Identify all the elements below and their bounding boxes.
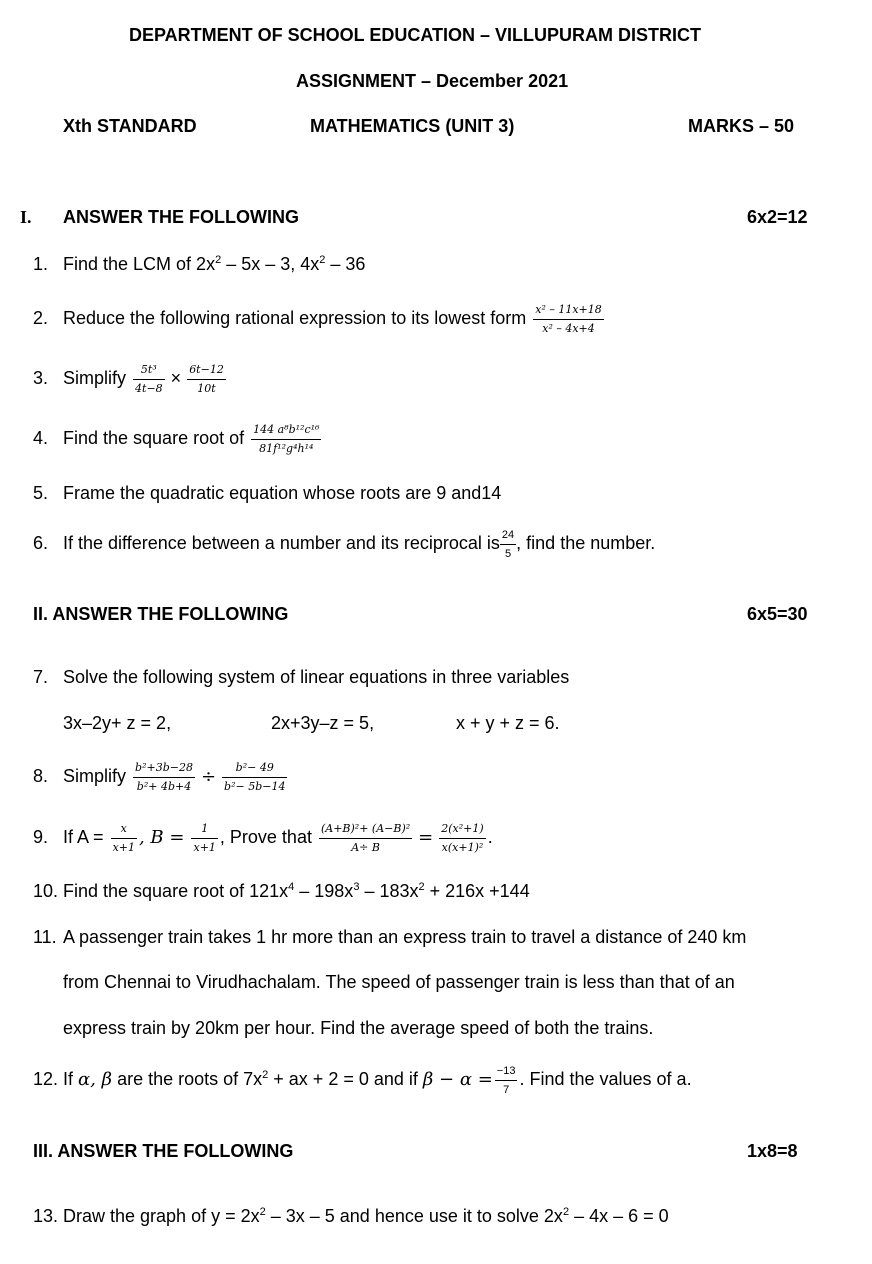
equation-1: 3x–2y+ z = 2, — [63, 713, 172, 733]
section-2-title: II. ANSWER THE FOLLOWING — [33, 604, 289, 624]
question-11-line-2: from Chennai to Virudhachalam. The speed of passenger train is less than that of an — [63, 972, 735, 992]
question-1: 1. Find the LCM of $2x^2 - 5x - 3$, $4x^2 - 36$ — [33, 254, 366, 274]
fraction: $\frac{1}{x+1}$ — [193, 821, 216, 854]
question-number: 7. — [33, 667, 49, 687]
question-number: 11. — [33, 927, 57, 947]
question-number: 10. — [33, 881, 59, 901]
question-number: 13. — [33, 1206, 59, 1226]
fraction: $\frac{\text{b²+3b−28}}{\text{b²+ 4b+4}}$ — [135, 760, 193, 793]
assignment-title: ASSIGNMENT – December 2021 — [296, 71, 569, 91]
subject-label: MATHEMATICS (UNIT 3) — [310, 116, 515, 136]
fraction: $\frac{6t-12}{10t}$ — [189, 362, 224, 395]
question-12: 12. If α, β are the roots of $7x^2$ + ax + 2 = 0 and if β − α = $\frac{-13}{7}$ . Find the values of a. — [33, 1057, 692, 1102]
question-2: 2. Reduce the following rational expression to its lowest form $\frac{\text{x² – 11x+18}}{\text{x² – 4x+4}}$ — [33, 296, 606, 340]
question-number: 5. — [33, 483, 49, 503]
fraction: $\frac{\text{b²− 49}}{\text{b²− 5b−14}}$ — [224, 760, 286, 793]
fraction: $\frac{-13}{7}$ — [496, 1064, 516, 1096]
equation-2: 2x+3y–z = 5, — [271, 713, 375, 733]
fraction: $\frac{\text{(A+B)²+ (A−B)²}}{A\div B}$ — [320, 821, 411, 854]
question-number: 4. — [33, 428, 49, 448]
section-1-roman: I. — [20, 207, 32, 227]
section-1-title: ANSWER THE FOLLOWING — [63, 207, 299, 227]
section-2-marks: 6x5=30 — [747, 604, 808, 624]
fraction: $\frac{\text{2(x²+1)}}{\text{x(x+1)²}}$ — [441, 821, 484, 854]
question-number: 9. — [33, 827, 49, 847]
question-11: 11. A passenger train takes 1 hr more than an express train to travel a distance of 240 km — [33, 927, 747, 947]
fraction: $\frac{\text{5t³}}{4t-8}$ — [135, 362, 163, 395]
question-8: 8. Simplify $\frac{\text{b²+3b−28}}{\text{b²+ 4b+4}}$ ÷ $\frac{\text{b²− 49}}{\text{b²− 5b−14}}$ — [33, 754, 289, 799]
section-3-title: III. ANSWER THE FOLLOWING — [33, 1141, 294, 1161]
question-4: 4. Find the square root of $\frac{\text{144 a⁸b¹²c¹⁶}}{\text{81f¹²g⁴h¹⁴}}$ — [33, 416, 323, 460]
question-13: 13. Draw the graph of $y = 2x^2 - 3x - 5$ and hence use it to solve $2x^2 - 4x - 6 = 0$ — [33, 1206, 669, 1226]
standard-label: Xth STANDARD — [63, 116, 197, 136]
question-3: 3. Simplify $\frac{\text{5t³}}{4t-8}$ × $\frac{6t-12}{10t}$ — [33, 356, 228, 400]
fraction: $\frac{\text{x² – 11x+18}}{\text{x² – 4x+4}}$ — [535, 302, 602, 335]
equation-3: x + y + z = 6. — [456, 713, 560, 733]
marks-label: MARKS – 50 — [688, 116, 795, 136]
section-3-marks: 1x8=8 — [747, 1141, 798, 1161]
fraction: $\frac{\text{144 a⁸b¹²c¹⁶}}{\text{81f¹²g⁴h¹⁴}}$ — [253, 422, 320, 455]
question-10: 10. Find the square root of $121x^4 - 198x^3 - 183x^2 + 216x +144$ — [33, 881, 530, 901]
question-6: 6. If the difference between a number and its reciprocal is $\frac{24}{5}$ , find the number. — [33, 521, 655, 565]
section-1-marks: 6x2=12 — [747, 207, 808, 227]
question-number: 2. — [33, 308, 49, 328]
question-number: 12. — [33, 1069, 59, 1089]
question-number: 1. — [33, 254, 49, 274]
question-11-line-3: express train by 20km per hour. Find the average speed of both the trains. — [63, 1018, 654, 1038]
question-number: 6. — [33, 533, 49, 553]
question-7: 7. Solve the following system of linear equations in three variables — [33, 667, 570, 687]
fraction: $\frac{x}{x+1}$ — [112, 821, 135, 854]
fraction: $\frac{24}{5}$ — [501, 528, 515, 560]
department-title: DEPARTMENT OF SCHOOL EDUCATION – VILLUPURAM DISTRICT — [129, 25, 702, 45]
question-number: 8. — [33, 766, 49, 786]
question-number: 3. — [33, 368, 49, 388]
question-5: 5. Frame the quadratic equation whose roots are 9 and14 — [33, 483, 502, 503]
question-9: 9. If A = $\frac{x}{x+1}$ , B = $\frac{1}{x+1}$ , Prove that $\frac{\text{(A+B)²+ (A−B)²}}{A\div B}$ = $\frac{\text{2(x²+1)}}{\text{x(x+1)²}}$ . — [33, 815, 493, 860]
